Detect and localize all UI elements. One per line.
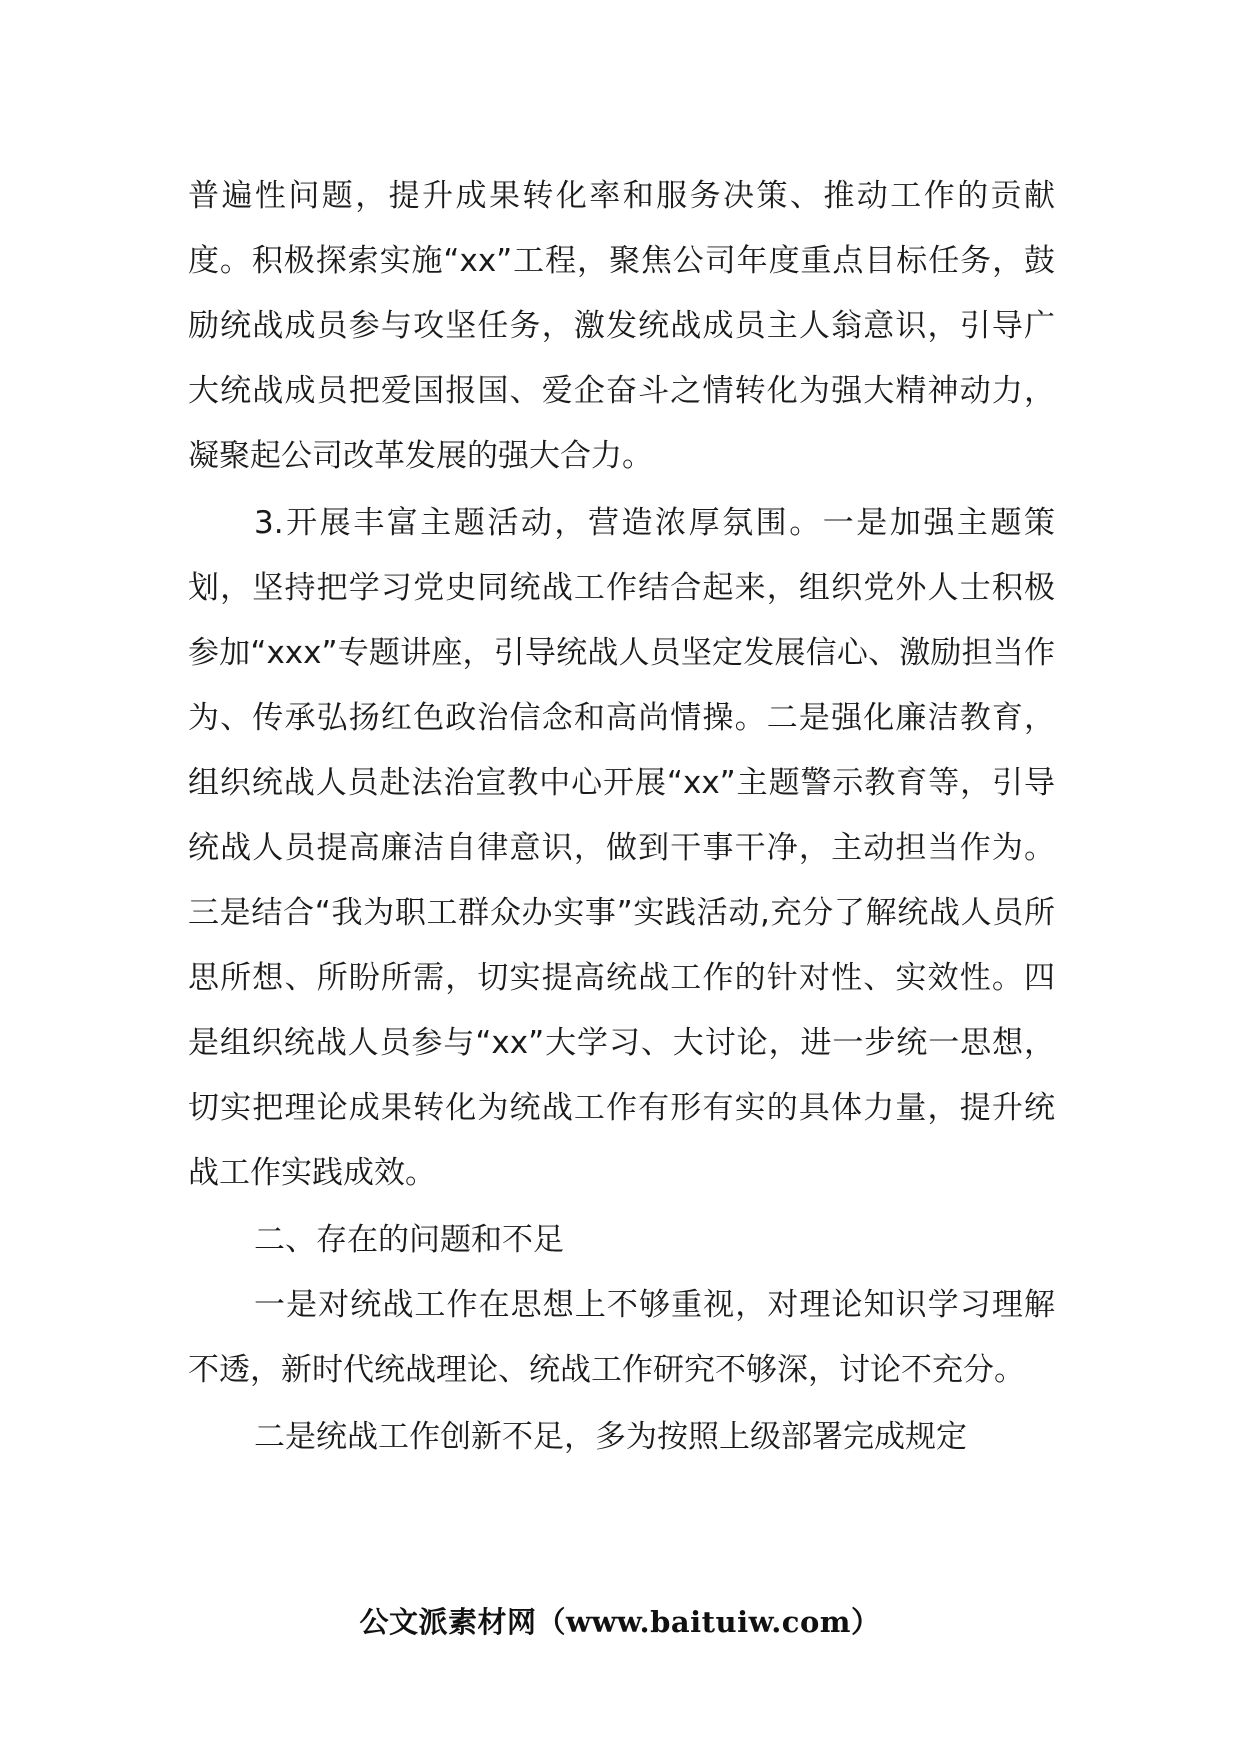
paragraph-continuation: 普遍性问题，提升成果转化率和服务决策、推动工作的贡献度。积极探索实施“xx”工程，聚焦公司年度重点目标任务，鼓励统战成员参与攻坚任务，激发统战成员主人翁意识，引导广大统战成员把爱国报国、爱企奋斗之情转化为强大精神动力，凝聚起公司改革发展的强大合力。 bbox=[188, 178, 1055, 474]
footer-watermark: 公文派素材网（www.baituiw.com） bbox=[359, 1605, 881, 1639]
paragraph-section-3: 3.开展丰富主题活动，营造浓厚氛围。一是加强主题策划，坚持把学习党史同统战工作结合起来，组织党外人士积极参加“xxx”专题讲座，引导统战人员坚定发展信心、激励担当作为、传承弘扬红色政治信念和高尚情操。二是强化廉洁教育，组织统战人员赴法治宣教中心开展“xx”主题警示教育等，引导统战人员提高廉洁自律意识，做到干事干净，主动担当作为。三是结合“我为职工群众办实事”实践活动,充分了解统战人员所思所想、所盼所需，切实提高统战工作的针对性、实效性。四是组织统战人员参与“xx”大学习、大讨论，进一步统一思想，切实把理论成果转化为统战工作有形有实的具体力量，提升统战工作实践成效。 bbox=[188, 505, 1055, 1191]
document-body bbox=[188, 164, 1055, 1470]
section-heading-problems: 二、存在的问题和不足 bbox=[254, 1222, 564, 1258]
paragraph-problem-2: 二是统战工作创新不足，多为按照上级部署完成规定 bbox=[254, 1419, 967, 1455]
paragraph-problem-1: 一是对统战工作在思想上不够重视，对理论知识学习理解不透，新时代统战理论、统战工作研究不够深，讨论不充分。 bbox=[188, 1287, 1055, 1388]
